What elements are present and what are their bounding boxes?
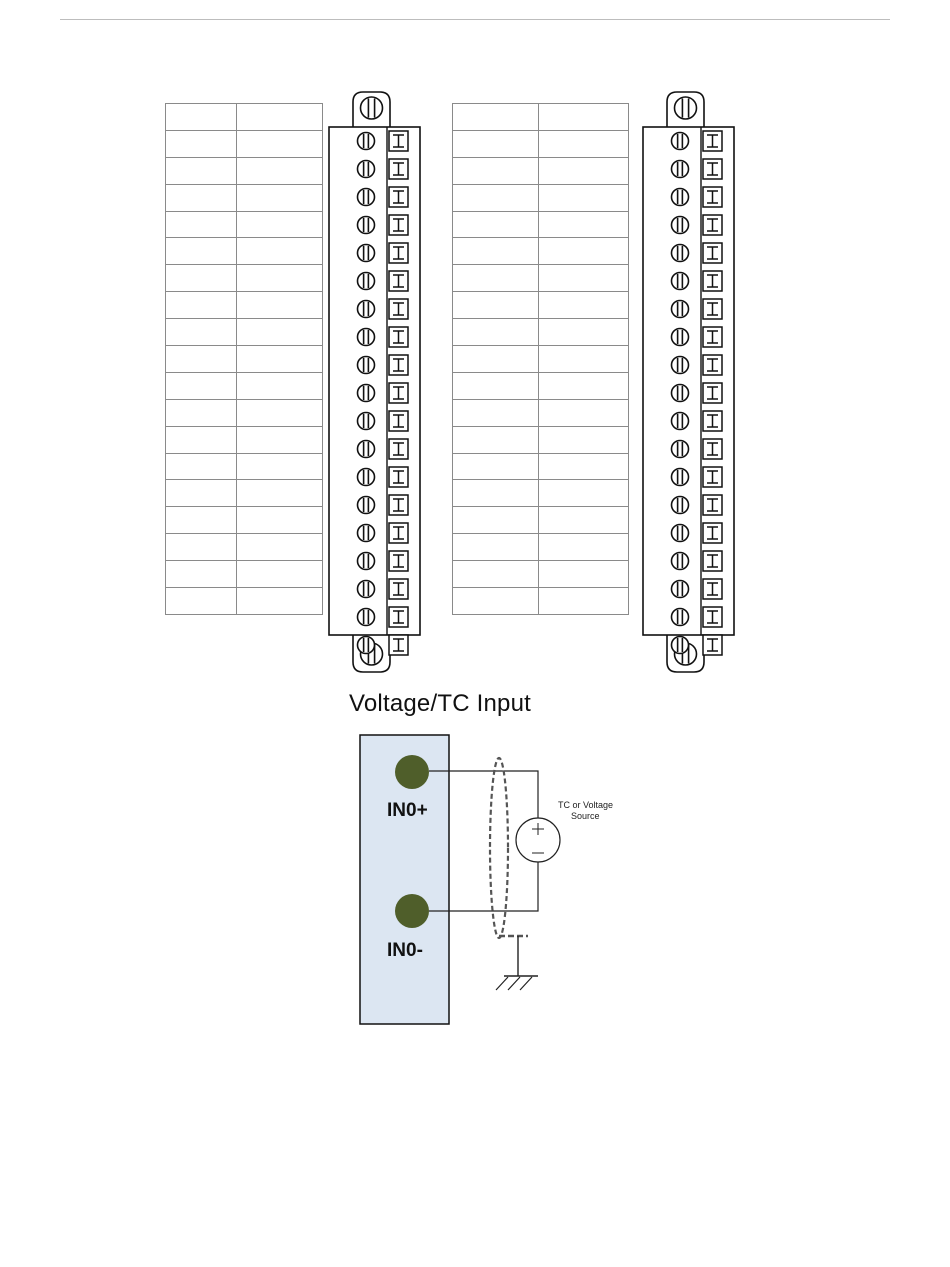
source-label bbox=[558, 800, 618, 822]
terminal-in0-negative bbox=[395, 894, 429, 928]
label-in0-negative: IN0- bbox=[387, 940, 423, 961]
terminal-in0-positive bbox=[395, 755, 429, 789]
diagram-title: Voltage/TC Input bbox=[349, 690, 531, 717]
ground-icon-hatch bbox=[508, 977, 520, 990]
source-label-line2: Source bbox=[571, 811, 600, 821]
ground-icon-hatch bbox=[496, 977, 508, 990]
source-label-line1: TC or Voltage bbox=[558, 800, 614, 810]
label-in0-positive: IN0+ bbox=[387, 800, 428, 821]
ground-icon-hatch bbox=[520, 977, 532, 990]
